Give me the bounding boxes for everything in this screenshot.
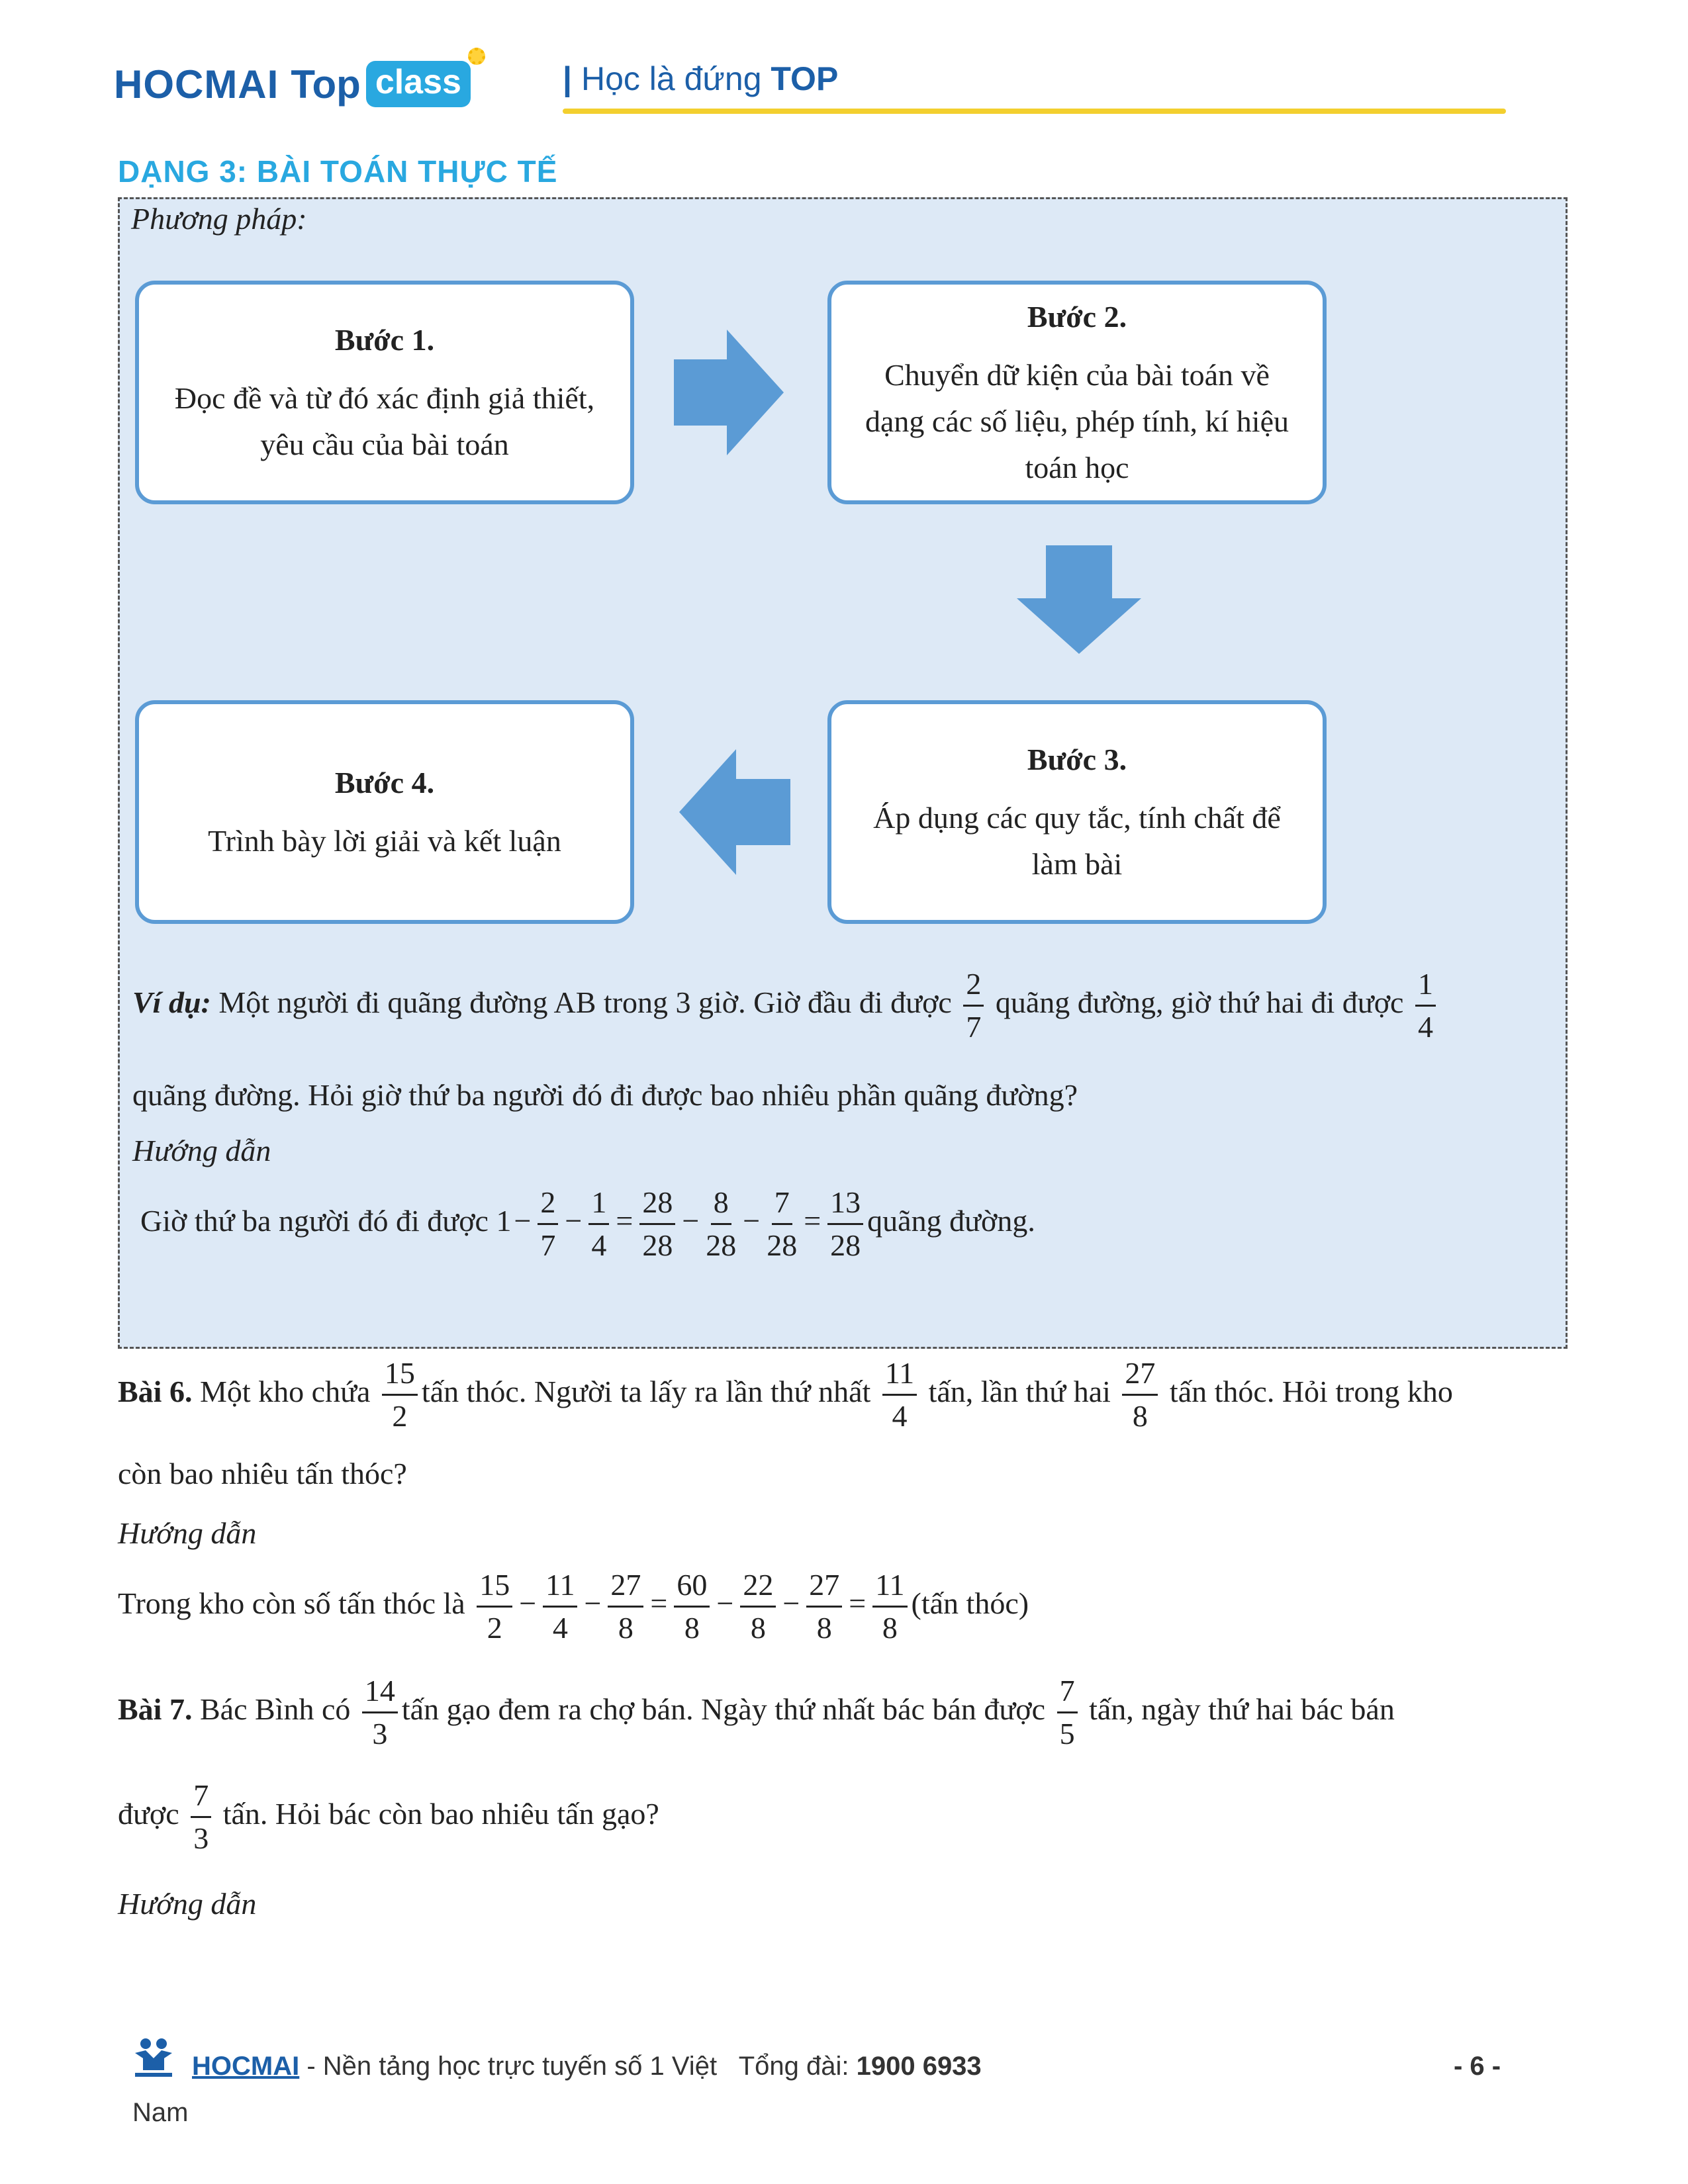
fraction: $\frac{60}{8}$ <box>674 1570 710 1643</box>
step-2-line1: Chuyển dữ kiện của bài toán về <box>884 358 1270 392</box>
example-label: Ví dụ: <box>132 985 211 1020</box>
step-3-line1: Áp dụng các quy tắc, tính chất để <box>873 801 1281 835</box>
fraction: $\frac{7}{3}$ <box>191 1780 211 1854</box>
fraction: $\frac{15}{2}$ <box>477 1570 512 1643</box>
fraction: $\frac{27}{8}$ <box>806 1570 842 1643</box>
fraction: $\frac{15}{2}$ <box>382 1358 418 1432</box>
fraction: $\frac{11}{4}$ <box>882 1358 917 1432</box>
method-label: Phương pháp: <box>131 202 307 236</box>
step-1-box <box>135 281 634 504</box>
hocmai-footer-logo-icon <box>132 2036 175 2078</box>
fraction: $\frac{7}{5}$ <box>1057 1676 1078 1749</box>
example-line-1: Ví dụ: Một người đi quãng đường AB trong 3 giờ. Giờ đầu đi được $\frac{2}{7}$ quãng đường, giờ thứ hai đi được $\frac{1}{4}$ <box>132 969 1562 1042</box>
step-4-line1: Trình bày lời giải và kết luận <box>208 824 561 858</box>
arrow-right-icon <box>674 330 784 455</box>
fraction: $\frac{2}{7}$ <box>538 1187 558 1261</box>
section-title: DẠNG 3: BÀI TOÁN THỰC TẾ <box>118 154 558 189</box>
example-solution: Giờ thứ ba người đó đi được 1− $\frac{2}{7}$ − $\frac{1}{4}$ = $\frac{28}{28}$ − $\frac{8}{28}$ − $\frac{7}{28}$ = $\frac{13}{28}$ quãng đường. <box>140 1185 1035 1262</box>
step-4-box <box>135 700 634 924</box>
fraction: $\frac{7}{28}$ <box>767 1185 798 1262</box>
step-4-title: Bước 4. <box>334 766 435 799</box>
step-2-title: Bước 2. <box>1027 300 1127 334</box>
fraction: $\frac{14}{3}$ <box>362 1676 398 1749</box>
hocmai-logo <box>114 54 471 114</box>
fraction: $\frac{1}{4}$ <box>1415 969 1436 1042</box>
step-3-line2: làm bài <box>1031 847 1123 881</box>
bai6-guide: Hướng dẫn <box>118 1516 257 1550</box>
logo-class: class <box>366 61 471 107</box>
step-2-line3: toán học <box>1025 451 1129 484</box>
arrow-down-icon <box>1017 545 1141 654</box>
bai7-label: Bài 7. <box>118 1692 193 1727</box>
step-3-box <box>827 700 1327 924</box>
fraction: $\frac{13}{28}$ <box>827 1187 863 1261</box>
fraction: $\frac{27}{8}$ <box>608 1570 643 1643</box>
bai6-line-1: Bài 6. Một kho chứa $\frac{15}{2}$ tấn thóc. Người ta lấy ra lần thứ nhất $\frac{11}{4}$ tấn, lần thứ hai $\frac{27}{8}$ tấn thóc. Hỏi trong kho <box>118 1356 1453 1433</box>
bai7-line-2: được $\frac{7}{3}$ tấn. Hỏi bác còn bao nhiêu tấn gạo? <box>118 1778 659 1855</box>
footer-line: HOCMAI - Nền tảng học trực tuyến số 1 Việt Tổng đài: 1900 6933 <box>192 2052 982 2081</box>
logo-top: Top <box>291 62 361 107</box>
header-slogan: | Học là đứng TOP <box>563 60 839 97</box>
bai7-guide: Hướng dẫn <box>118 1887 257 1921</box>
bai7-line-1: Bài 7. Bác Bình có $\frac{14}{3}$ tấn gạo đem ra chợ bán. Ngày thứ nhất bác bán được $\frac{7}{5}$ tấn, ngày thứ hai bác bán <box>118 1674 1395 1751</box>
logo-hocmai: HOCMAI <box>114 62 279 107</box>
bai6-solution: Trong kho còn số tấn thóc là $\frac{15}{2}$ − $\frac{11}{4}$ − $\frac{27}{8}$ = $\frac{60}{8}$ − $\frac{22}{8}$ − $\frac{27}{8}$ = $\frac{11}{8}$ (tấn thóc) <box>118 1568 1029 1645</box>
example-line-2: quãng đường. Hỏi giờ thứ ba người đó đi được bao nhiêu phần quãng đường? <box>132 1078 1078 1112</box>
step-1-line2: yêu cầu của bài toán <box>260 428 509 461</box>
sun-icon <box>468 48 485 65</box>
fraction: $\frac{22}{8}$ <box>740 1570 776 1643</box>
fraction: $\frac{27}{8}$ <box>1122 1358 1158 1432</box>
bai6-line-2: còn bao nhiêu tấn thóc? <box>118 1457 407 1490</box>
fraction: $\frac{2}{7}$ <box>963 969 984 1042</box>
step-2-box <box>827 281 1327 504</box>
fraction: $\frac{11}{8}$ <box>872 1570 907 1643</box>
footer-brand-link[interactable]: HOCMAI <box>192 2052 300 2081</box>
bai6-label: Bài 6. <box>118 1375 193 1409</box>
arrow-left-icon <box>679 749 790 875</box>
example-guide: Hướng dẫn <box>132 1134 271 1167</box>
footer-wrap: Nam <box>132 2098 189 2127</box>
step-2-line2: dạng các số liệu, phép tính, kí hiệu <box>865 404 1289 438</box>
fraction: $\frac{28}{28}$ <box>639 1187 675 1261</box>
fraction: $\frac{11}{4}$ <box>543 1570 577 1643</box>
step-3-title: Bước 3. <box>1027 743 1127 776</box>
step-1-line1: Đọc đề và từ đó xác định giả thiết, <box>174 381 595 415</box>
header-divider <box>563 109 1506 114</box>
page-number: - 6 - <box>1454 2052 1501 2081</box>
fraction: $\frac{1}{4}$ <box>588 1187 609 1261</box>
fraction: $\frac{8}{28}$ <box>706 1185 737 1262</box>
step-1-title: Bước 1. <box>334 323 435 357</box>
